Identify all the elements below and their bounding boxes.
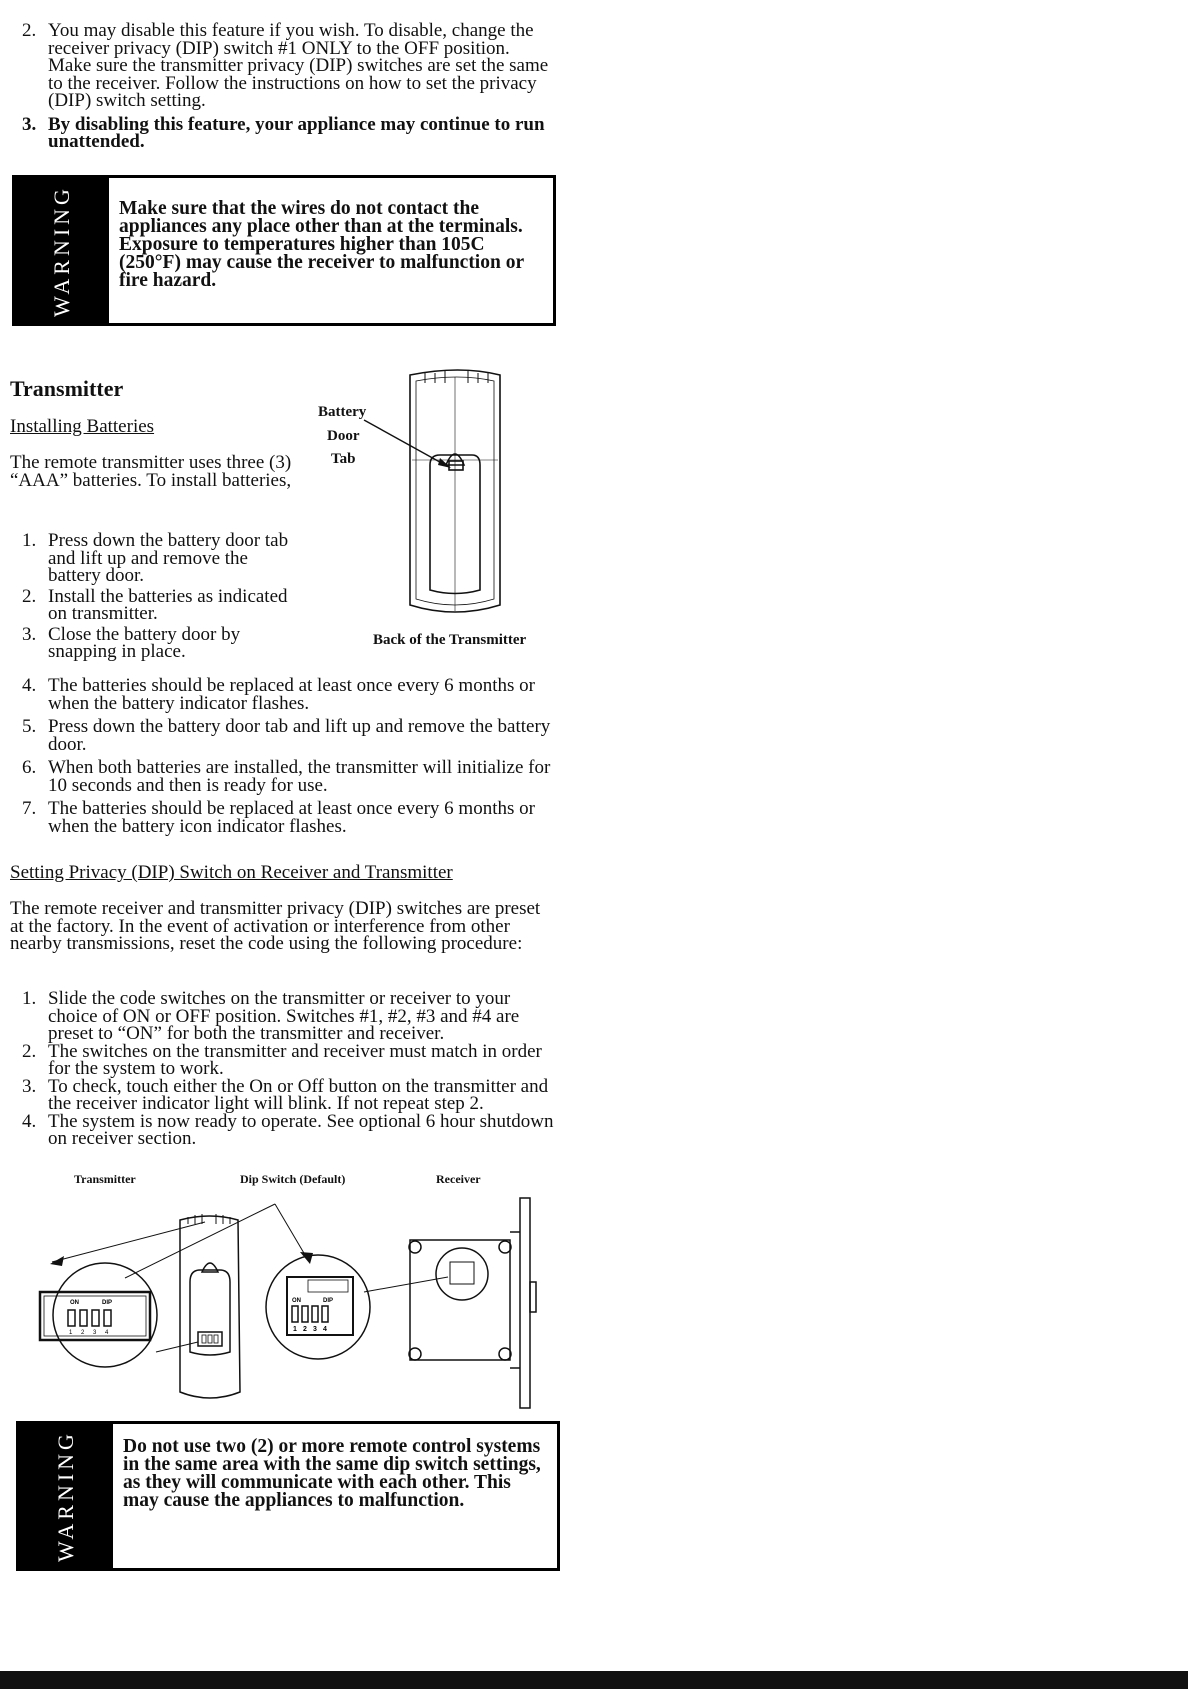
figure-label-battery: Battery — [318, 404, 367, 420]
transmitter-back-illustration — [350, 365, 520, 625]
dip-switch-illustration — [30, 1192, 540, 1412]
figure-caption: Back of the Transmitter — [373, 632, 527, 648]
list-item: 3. By disabling this feature, your appliance may continue to run unattended. — [22, 113, 545, 152]
figure-label-transmitter: Transmitter — [74, 1172, 136, 1186]
figure-label-dip-switch: Dip Switch (Default) — [240, 1172, 346, 1186]
warning-label-strip — [19, 1424, 113, 1568]
list-item: 3. Close the battery door by snapping in place. — [22, 623, 241, 662]
warning-box — [12, 175, 556, 326]
dip-digit: 4 — [105, 1330, 109, 1336]
list-item: 4. The system is now ready to operate. See optional 6 hour shutdown on receiver section. — [22, 1110, 554, 1149]
dip-dip-label: DIP — [323, 1298, 334, 1304]
dip-digit: 1 — [293, 1326, 297, 1333]
list-item: 2. The switches on the transmitter and receiver must match in order for the system to work. — [22, 1040, 542, 1079]
list-item: 1. Press down the battery door tab and lift up and remove the battery door. — [22, 530, 289, 586]
intro-text: The remote transmitter uses three (3) “AAA” batteries. To install batteries, — [10, 452, 292, 491]
battery-steps-top — [10, 532, 300, 661]
dip-digit: 3 — [93, 1330, 97, 1336]
subheading: Setting Privacy (DIP) Switch on Receiver and Transmitter — [10, 862, 453, 883]
list-item: 3. To check, touch either the On or Off button on the transmitter and the receiver indicator light will blink. If not repeat step 2. — [22, 1075, 549, 1114]
warning-text: Do not use two (2) or more remote control systems in the same area with the same dip switch settings, as they will communicate with each other. This may cause the appliances to malfunction. — [123, 1436, 541, 1511]
top-list — [10, 22, 550, 151]
dip-digit: 3 — [313, 1326, 317, 1333]
dip-digit: 2 — [81, 1330, 85, 1336]
warning-text: Make sure that the wires do not contact the appliances any place other than at the terminals. Exposure to temperatures higher than 105C (250°F) may cause the receiver to malfunction or fire hazard. — [119, 198, 524, 291]
dip-on-label: ON — [292, 1298, 301, 1304]
warning-box — [16, 1421, 560, 1571]
list-item: 2. Install the batteries as indicated on transmitter. — [22, 585, 288, 624]
list-item: 5. Press down the battery door tab and lift up and remove the battery door. — [22, 716, 551, 755]
warning-label-strip — [15, 178, 109, 323]
list-item: 6. When both batteries are installed, the transmitter will initialize for 10 seconds and then is ready for use. — [22, 757, 551, 796]
warning-label: WARNING — [49, 184, 74, 317]
battery-steps-bottom — [10, 677, 555, 835]
list-item: 4. The batteries should be replaced at least once every 6 months or when the battery indicator flashes. — [22, 675, 535, 714]
section-heading: Transmitter — [10, 376, 124, 401]
warning-label: WARNING — [53, 1430, 78, 1562]
intro-text: The remote receiver and transmitter privacy (DIP) switches are preset at the factory. In the event of activation or interference from other nearby transmissions, reset the code using the following procedure: — [10, 898, 541, 954]
dip-digit: 2 — [303, 1326, 307, 1333]
dip-dip-label: DIP — [102, 1300, 113, 1306]
dip-digit: 4 — [323, 1326, 327, 1333]
list-item: 1. Slide the code switches on the transmitter or receiver to your choice of ON or OFF position. Switches #1, #2, #3 and #4 are preset to “ON” for both the transmitter and receiver. — [22, 988, 520, 1044]
figure-label-receiver: Receiver — [436, 1172, 481, 1186]
list-item: 7. The batteries should be replaced at least once every 6 months or when the battery icon indicator flashes. — [22, 798, 535, 837]
dip-digit: 1 — [69, 1330, 73, 1336]
list-item: 2. You may disable this feature if you wish. To disable, change the receiver privacy (DIP) switch #1 ONLY to the OFF position. Make sure the transmitter privacy (DIP) switches are set the same to the receiver. Follow the instructions on how to set the privacy (DIP) switch setting. — [22, 20, 549, 111]
subheading: Installing Batteries — [10, 416, 155, 437]
scan-edge — [0, 1671, 1188, 1689]
figure-label-tab: Tab — [331, 451, 356, 467]
dip-on-label: ON — [70, 1300, 79, 1306]
figure-label-door: Door — [327, 428, 360, 444]
privacy-steps — [10, 990, 555, 1148]
